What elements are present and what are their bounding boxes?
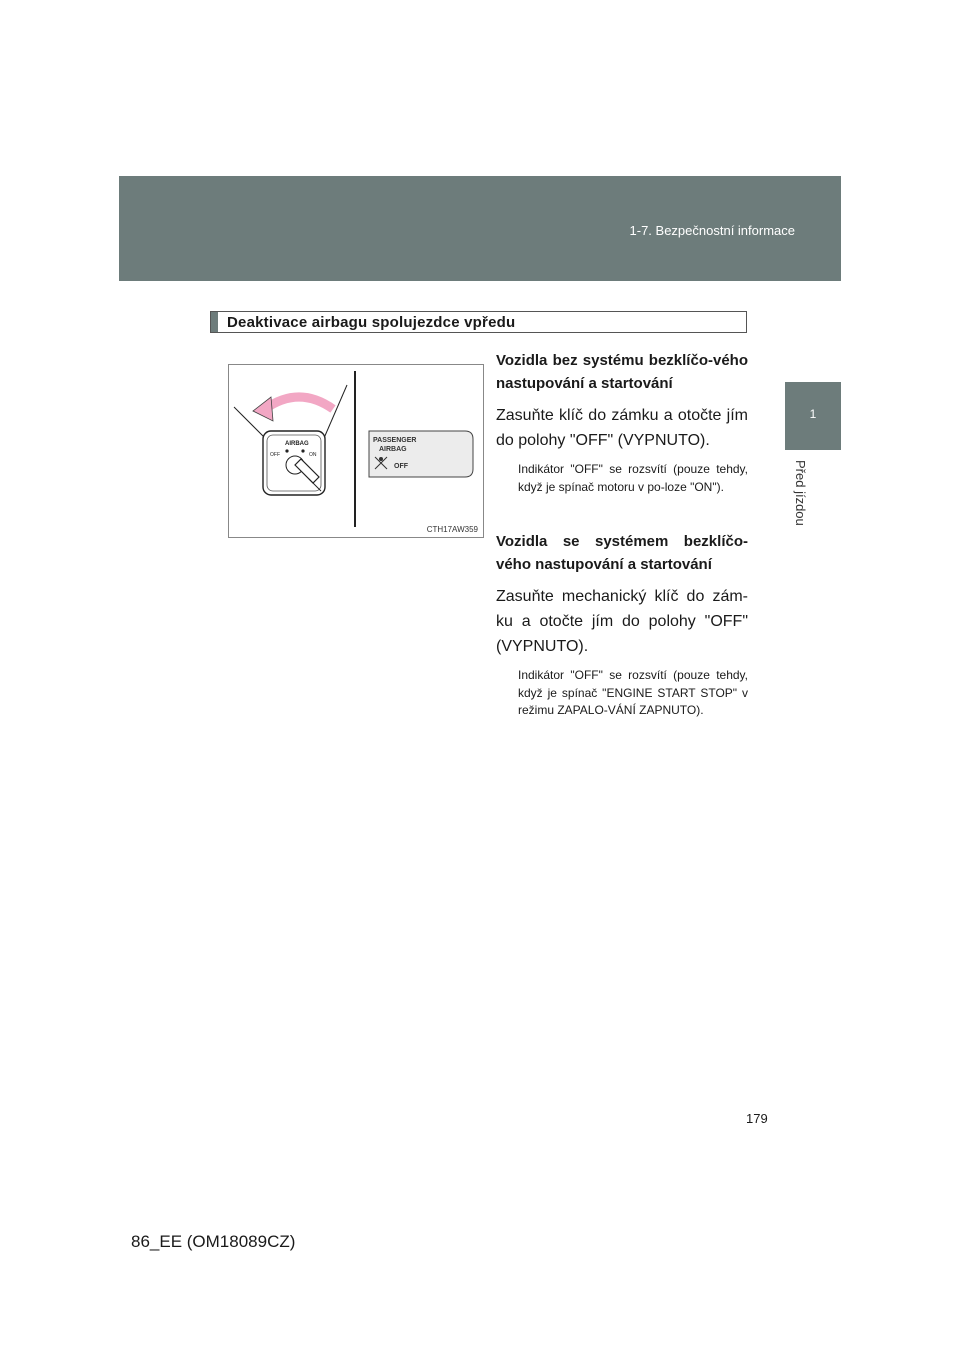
chapter-tab: [785, 382, 841, 450]
chapter-number: 1: [809, 407, 817, 421]
block1-text: Zasuňte klíč do zámku a otočte jím do polohy "OFF" (VYPNUTO).: [496, 407, 748, 449]
block2-note: Indikátor "OFF" se rozsvítí (pouze tehdy, když je spínač "ENGINE START STOP" v režimu ZAPALO-VÁNÍ ZAPNUTO).: [518, 668, 748, 717]
indicator-off-text: OFF: [394, 463, 408, 470]
indicator-line2-text: AIRBAG: [379, 446, 407, 453]
indicator-line1-text: PASSENGER: [373, 437, 417, 444]
section-heading-box: [210, 311, 747, 333]
section-heading-bar: [211, 312, 218, 332]
airbag-switch-figure: [228, 364, 484, 538]
section-breadcrumb: 1-7. Bezpečnostní informace: [629, 223, 795, 238]
chapter-label: Před jízdou: [793, 460, 808, 526]
block2-heading: Vozidla se systémem bezklíčo-vého nastupování a startování: [496, 533, 748, 573]
airbag-switch-illustration: [229, 365, 483, 537]
section-heading: Deaktivace airbagu spolujezdce vpředu: [227, 314, 516, 331]
document-code: 86_EE (OM18089CZ): [131, 1232, 296, 1251]
block-with-smart-key: [496, 530, 748, 720]
block1-note: Indikátor "OFF" se rozsvítí (pouze tehdy, když je spínač motoru v po-loze "ON").: [518, 462, 748, 494]
switch-on-text: ON: [309, 452, 317, 458]
switch-label-text: AIRBAG: [285, 441, 309, 447]
figure-code: CTH17AW359: [426, 525, 478, 534]
block2-text: Zasuňte mechanický klíč do zám-ku a otočte jím do polohy "OFF" (VYPNUTO).: [496, 588, 748, 655]
page-number: 179: [746, 1111, 768, 1126]
block1-heading: Vozidla bez systému bezklíčo-vého nastupování a startování: [496, 352, 748, 392]
switch-off-text: OFF: [270, 452, 280, 458]
header-band: [119, 176, 841, 281]
block-without-smart-key: [496, 349, 748, 496]
